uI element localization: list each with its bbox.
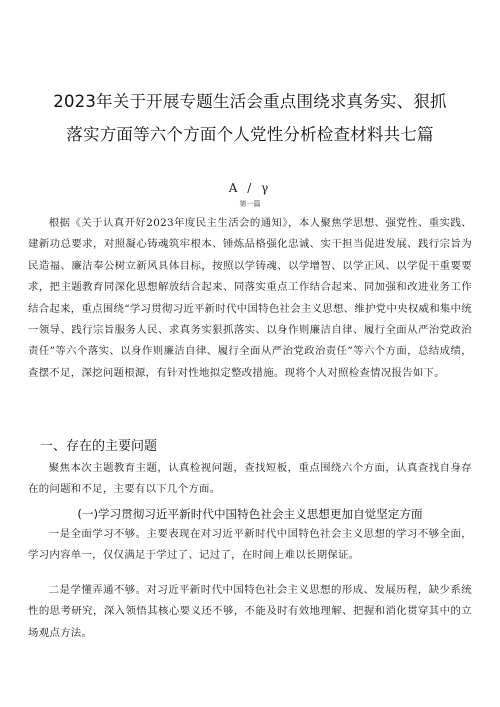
paragraph-overview: 聚焦本次主题教育主题，认真检视问题，查找短板，重点围绕六个方面，认真查找自身存在的问题和不足，主要有以下几个方面。 (28, 462, 472, 496)
document-title-line-1: 2023年关于开展专题生活会重点围绕求真务实、狠抓 (53, 92, 447, 111)
intro-paragraph: 根据《关于认真开好2023年度民主生活会的通知》，本人聚焦学思想、强党性、重实践、建新功总要求，对照凝心铸魂筑牢根本、锤炼品格强化忠诚、实干担当促进发展、践行宗旨为民造福、廉洁奉公树立新风具体目标，按照以学铸魂、以学增智、以学正风、以学促干重要要求，把主题教育同深化思想解放结合起来、同落实重点工作结合起来、同加强和改进业务工作结合起来，重点围绕“学习贯彻习近平新时代中国特色社会主义思想、维护党中央权威和集中统一领导、践行宗旨服务人民、求真务实狠抓落实、以身作则廉洁自律、履行全面从严治党政治责任”等六个落实、以身作则廉洁自律、履行全面从严治党政治责任”等六个方面，总结成绩，查摆不足，深挖问题根源，有针对性地拟定整改措施。现将个人对照检查情况报告如下。 (28, 217, 472, 379)
document-title-line-2: 落实方面等六个方面个人党性分析检查材料共七篇 (66, 125, 434, 144)
section-label: 第一篇 (239, 200, 261, 208)
section-heading-main-problems: 一、存在的主要问题 (40, 439, 158, 454)
paragraph-point-two: 二是学懂弄通不够。对习近平新时代中国特色社会主义思想的形成、发展历程，缺少系统性的思考研究，深入领悟其核心要义还不够，不能及时有效地理解、把握和消化贯穿其中的立场观点方法。 (28, 584, 472, 639)
section-mark: A / γ (228, 181, 272, 195)
paragraph-point-one: 一是全面学习不够。主要表现在对习近平新时代中国特色社会主义思想的学习不够全面，学习内容单一，仅仅满足于学过了、记过了，在时间上难以长期保证。 (28, 528, 472, 562)
subsection-heading-study: (一)学习贯彻习近平新时代中国特色社会主义思想更加自觉坚定方面 (77, 507, 423, 521)
